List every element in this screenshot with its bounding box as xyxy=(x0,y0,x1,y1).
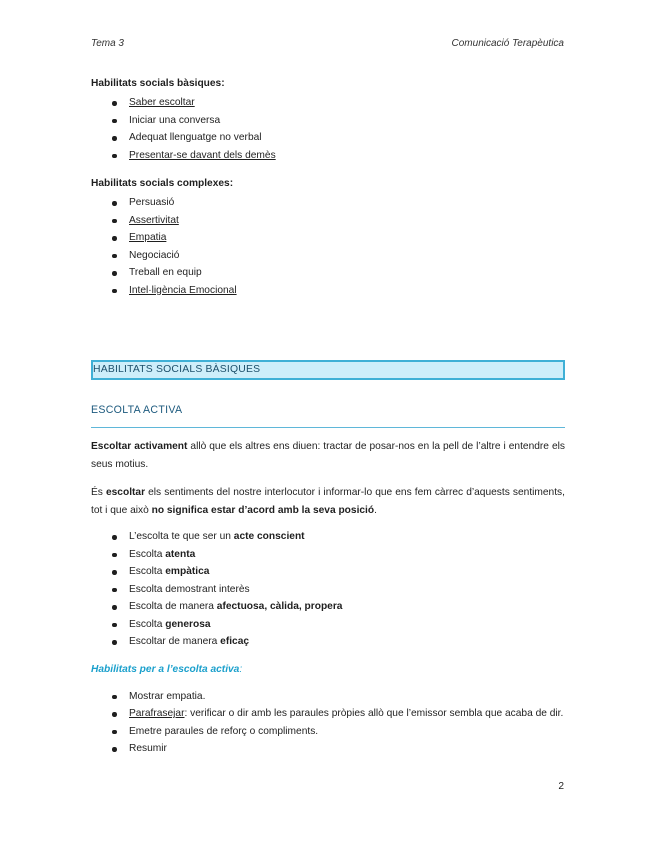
complex-skills-title: Habilitats socials complexes: xyxy=(91,178,234,189)
list-item: Escolta demostrant interès xyxy=(91,581,565,599)
list-item: Iniciar una conversa xyxy=(91,112,565,130)
list-item: Escolta atenta xyxy=(91,546,565,564)
habilitats-list xyxy=(91,688,565,758)
list-item[interactable]: Empatia xyxy=(91,229,565,247)
list-item: Escoltar de manera eficaç xyxy=(91,633,565,651)
paragraph-2: És escoltar els sentiments del nostre interlocutor i informar-lo que ens fem càrrec d’aquests sentiments, tot i que això no significa estar d’acord amb la seva posició. xyxy=(91,487,565,516)
list-item: Emetre paraules de reforç o compliments. xyxy=(91,723,565,741)
list-item: Escolta de manera afectuosa, càlida, propera xyxy=(91,598,565,616)
list-item: Resumir xyxy=(91,740,565,758)
basic-skills-title: Habilitats socials bàsiques: xyxy=(91,78,225,89)
paragraph-1: Escoltar activament allò que els altres ens diuen: tractar de posar-nos en la pell de l’altre i entendre els seus motius. xyxy=(91,441,565,470)
heading-rule xyxy=(91,427,565,428)
list-item: Treball en equip xyxy=(91,264,565,282)
list-item[interactable]: Parafrasejar: verificar o dir amb les paraules pròpies allò que l’emissor sembla que acaba de dir. xyxy=(91,705,565,723)
list-item: Escolta empàtica xyxy=(91,563,565,581)
subheading-habilitats: Habilitats per a l’escolta activa: xyxy=(91,663,243,675)
list-item[interactable]: Presentar-se davant dels demès xyxy=(91,147,565,165)
page-number: 2 xyxy=(558,781,564,792)
page-content xyxy=(91,76,565,758)
section-banner: HABILITATS SOCIALS BÀSIQUES xyxy=(91,360,565,380)
heading-escolta-activa: ESCOLTA ACTIVA xyxy=(91,404,183,416)
header-left: Tema 3 xyxy=(91,38,124,49)
list-item[interactable]: Intel·ligència Emocional xyxy=(91,282,565,300)
header-right: Comunicació Terapèutica xyxy=(451,38,564,49)
list-item: L’escolta te que ser un acte conscient xyxy=(91,528,565,546)
complex-skills-list xyxy=(91,194,565,299)
list-item[interactable]: Saber escoltar xyxy=(91,94,565,112)
list-item: Adequat llenguatge no verbal xyxy=(91,129,565,147)
list-item: Escolta generosa xyxy=(91,616,565,634)
list-item: Persuasió xyxy=(91,194,565,212)
list-item[interactable]: Assertivitat xyxy=(91,212,565,230)
escolta-list xyxy=(91,528,565,651)
list-item: Mostrar empatia. xyxy=(91,688,565,706)
basic-skills-list xyxy=(91,94,565,164)
list-item: Negociació xyxy=(91,247,565,265)
